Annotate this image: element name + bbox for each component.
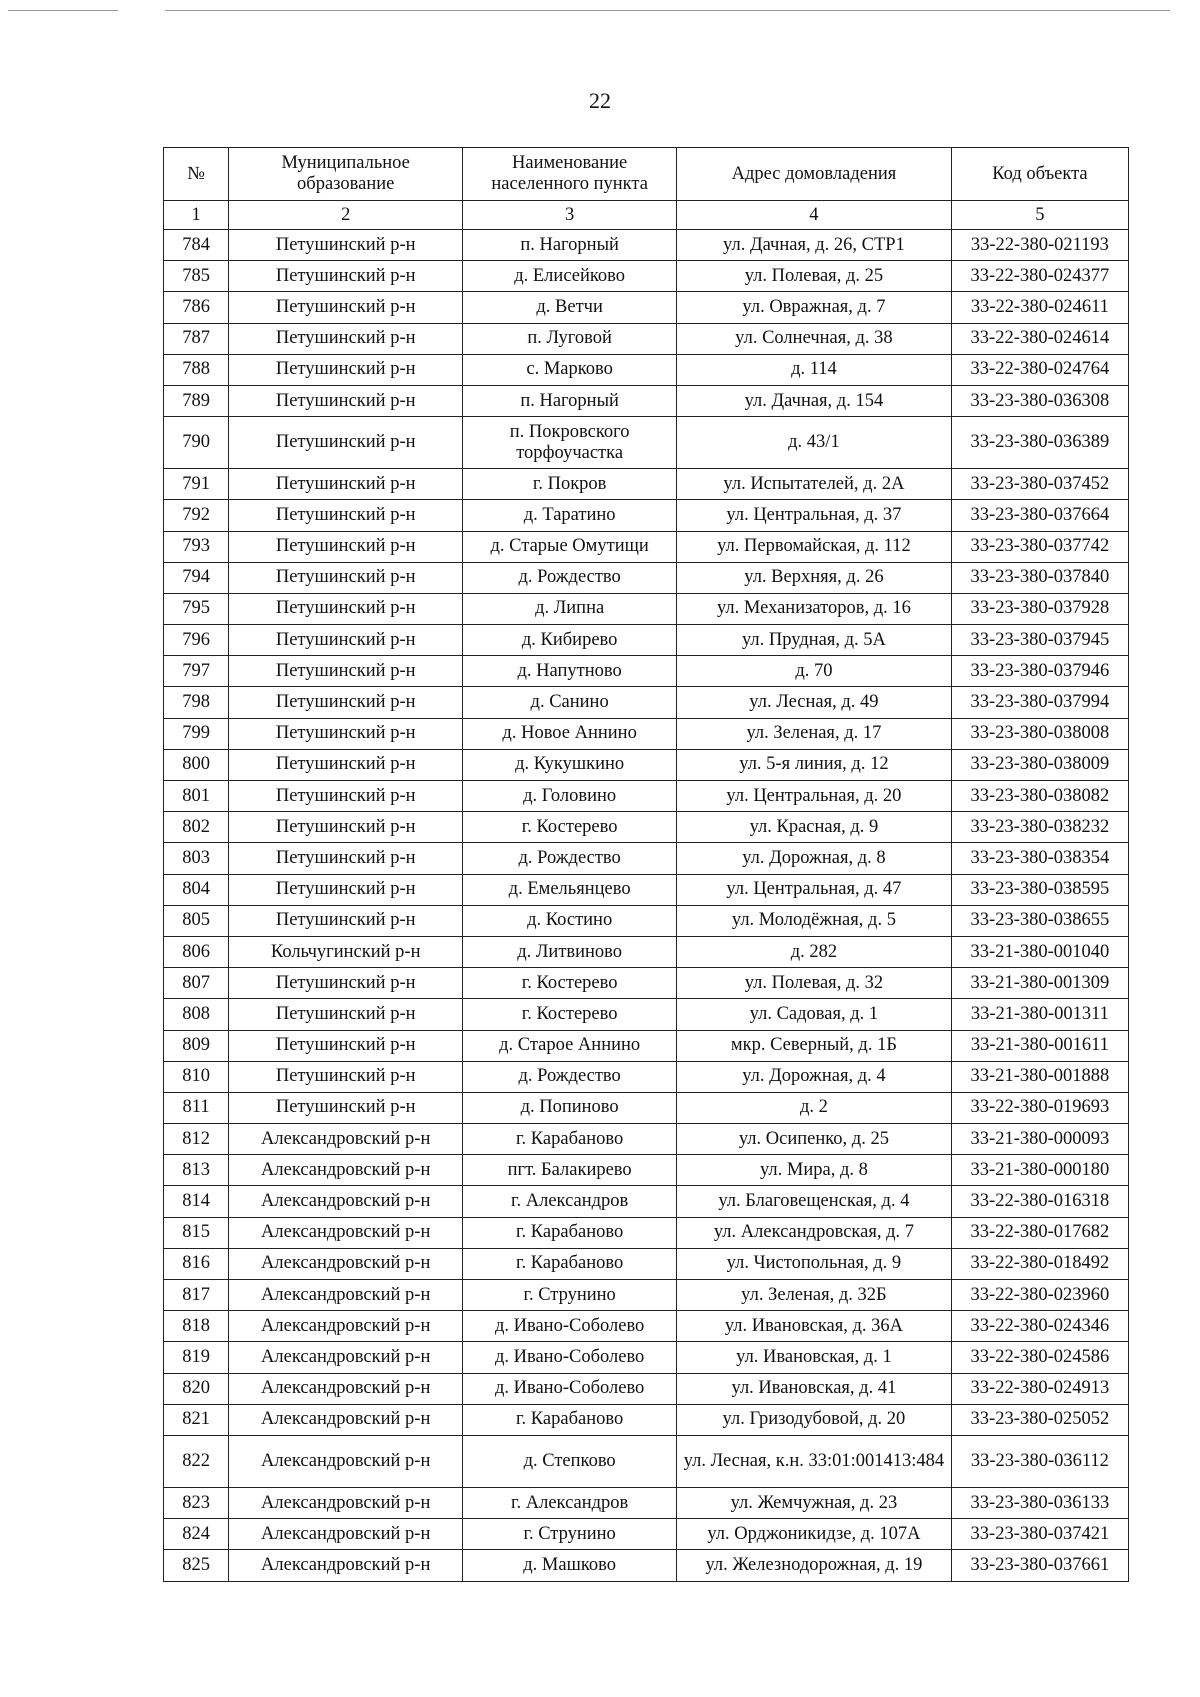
row-number-cell: 802 bbox=[164, 812, 229, 843]
object-code-cell: 33-21-380-000093 bbox=[951, 1124, 1128, 1155]
table-row bbox=[164, 1030, 1129, 1061]
address-cell: ул. Молодёжная, д. 5 bbox=[677, 905, 952, 936]
address-cell: д. 70 bbox=[677, 656, 952, 687]
header-row bbox=[164, 148, 1129, 201]
address-cell: ул. Железнодорожная, д. 19 bbox=[677, 1550, 952, 1581]
table-row bbox=[164, 749, 1129, 780]
column-number-cell: 5 bbox=[951, 201, 1128, 230]
object-code-cell: 33-22-380-024764 bbox=[951, 354, 1128, 385]
row-number-cell: 787 bbox=[164, 323, 229, 354]
table-row bbox=[164, 687, 1129, 718]
settlement-cell: г. Александров bbox=[463, 1186, 677, 1217]
row-number-cell: 796 bbox=[164, 625, 229, 656]
address-cell: ул. Благовещенская, д. 4 bbox=[677, 1186, 952, 1217]
table-row bbox=[164, 999, 1129, 1030]
object-code-cell: 33-21-380-001888 bbox=[951, 1061, 1128, 1092]
row-number-cell: 804 bbox=[164, 874, 229, 905]
table-body bbox=[164, 230, 1129, 1582]
object-code-cell: 33-22-380-024913 bbox=[951, 1373, 1128, 1404]
settlement-cell: г. Карабаново bbox=[463, 1217, 677, 1248]
row-number-cell: 786 bbox=[164, 292, 229, 323]
municipality-cell: Петушинский р-н bbox=[229, 354, 463, 385]
address-cell: ул. Полевая, д. 32 bbox=[677, 968, 952, 999]
object-code-cell: 33-23-380-038009 bbox=[951, 749, 1128, 780]
municipality-cell: Петушинский р-н bbox=[229, 999, 463, 1030]
table-row bbox=[164, 261, 1129, 292]
table-row bbox=[164, 1124, 1129, 1155]
table-row bbox=[164, 593, 1129, 624]
municipality-cell: Александровский р-н bbox=[229, 1124, 463, 1155]
municipality-cell: Петушинский р-н bbox=[229, 500, 463, 531]
object-code-cell: 33-22-380-018492 bbox=[951, 1248, 1128, 1279]
table-row bbox=[164, 905, 1129, 936]
object-code-cell: 33-23-380-038595 bbox=[951, 874, 1128, 905]
table-row bbox=[164, 1487, 1129, 1518]
row-number-cell: 815 bbox=[164, 1217, 229, 1248]
settlement-cell: г. Карабаново bbox=[463, 1404, 677, 1435]
table-row bbox=[164, 625, 1129, 656]
settlement-cell: д. Емельянцево bbox=[463, 874, 677, 905]
address-cell: ул. Садовая, д. 1 bbox=[677, 999, 952, 1030]
object-code-cell: 33-23-380-038082 bbox=[951, 781, 1128, 812]
settlement-cell: д. Старое Аннино bbox=[463, 1030, 677, 1061]
row-number-cell: 798 bbox=[164, 687, 229, 718]
row-number-cell: 785 bbox=[164, 261, 229, 292]
settlement-cell: г. Струнино bbox=[463, 1519, 677, 1550]
header-cell: № bbox=[164, 148, 229, 201]
municipality-cell: Петушинский р-н bbox=[229, 469, 463, 500]
row-number-cell: 805 bbox=[164, 905, 229, 936]
object-code-cell: 33-23-380-037928 bbox=[951, 593, 1128, 624]
object-code-cell: 33-22-380-016318 bbox=[951, 1186, 1128, 1217]
object-code-cell: 33-22-380-024346 bbox=[951, 1311, 1128, 1342]
table-row bbox=[164, 323, 1129, 354]
object-code-cell: 33-21-380-001309 bbox=[951, 968, 1128, 999]
row-number-cell: 817 bbox=[164, 1280, 229, 1311]
object-code-cell: 33-23-380-038354 bbox=[951, 843, 1128, 874]
row-number-cell: 794 bbox=[164, 562, 229, 593]
row-number-cell: 793 bbox=[164, 531, 229, 562]
row-number-cell: 801 bbox=[164, 781, 229, 812]
table-row bbox=[164, 968, 1129, 999]
top-border-line-right bbox=[165, 10, 1170, 11]
row-number-cell: 822 bbox=[164, 1435, 229, 1487]
municipality-cell: Петушинский р-н bbox=[229, 417, 463, 469]
table-row bbox=[164, 1280, 1129, 1311]
settlement-cell: д. Кибирево bbox=[463, 625, 677, 656]
municipality-cell: Петушинский р-н bbox=[229, 812, 463, 843]
row-number-cell: 819 bbox=[164, 1342, 229, 1373]
municipality-cell: Петушинский р-н bbox=[229, 874, 463, 905]
address-cell: ул. Ивановская, д. 41 bbox=[677, 1373, 952, 1404]
row-number-cell: 788 bbox=[164, 354, 229, 385]
settlement-cell: д. Новое Аннино bbox=[463, 718, 677, 749]
object-code-cell: 33-22-380-024614 bbox=[951, 323, 1128, 354]
row-number-cell: 808 bbox=[164, 999, 229, 1030]
address-cell: ул. Лесная, д. 49 bbox=[677, 687, 952, 718]
table-row bbox=[164, 531, 1129, 562]
settlement-cell: д. Попиново bbox=[463, 1092, 677, 1123]
row-number-cell: 809 bbox=[164, 1030, 229, 1061]
row-number-cell: 795 bbox=[164, 593, 229, 624]
row-number-cell: 784 bbox=[164, 230, 229, 261]
row-number-cell: 789 bbox=[164, 385, 229, 416]
settlement-cell: д. Напутново bbox=[463, 656, 677, 687]
address-cell: ул. 5-я линия, д. 12 bbox=[677, 749, 952, 780]
municipality-cell: Петушинский р-н bbox=[229, 656, 463, 687]
object-code-cell: 33-23-380-037742 bbox=[951, 531, 1128, 562]
object-code-cell: 33-22-380-019693 bbox=[951, 1092, 1128, 1123]
address-cell: д. 282 bbox=[677, 936, 952, 967]
address-cell: ул. Ивановская, д. 1 bbox=[677, 1342, 952, 1373]
address-cell: ул. Чистопольная, д. 9 bbox=[677, 1248, 952, 1279]
object-code-cell: 33-23-380-037421 bbox=[951, 1519, 1128, 1550]
table-row bbox=[164, 1061, 1129, 1092]
municipality-cell: Петушинский р-н bbox=[229, 687, 463, 718]
municipality-cell: Александровский р-н bbox=[229, 1519, 463, 1550]
municipality-cell: Петушинский р-н bbox=[229, 1030, 463, 1061]
municipality-cell: Кольчугинский р-н bbox=[229, 936, 463, 967]
row-number-cell: 824 bbox=[164, 1519, 229, 1550]
object-code-cell: 33-21-380-001040 bbox=[951, 936, 1128, 967]
column-number-cell: 2 bbox=[229, 201, 463, 230]
municipality-cell: Петушинский р-н bbox=[229, 905, 463, 936]
municipality-cell: Петушинский р-н bbox=[229, 781, 463, 812]
municipality-cell: Александровский р-н bbox=[229, 1373, 463, 1404]
table-row bbox=[164, 354, 1129, 385]
row-number-cell: 791 bbox=[164, 469, 229, 500]
address-cell: ул. Прудная, д. 5А bbox=[677, 625, 952, 656]
row-number-cell: 816 bbox=[164, 1248, 229, 1279]
address-cell: д. 43/1 bbox=[677, 417, 952, 469]
address-cell: ул. Центральная, д. 20 bbox=[677, 781, 952, 812]
object-code-cell: 33-21-380-000180 bbox=[951, 1155, 1128, 1186]
settlement-cell: д. Липна bbox=[463, 593, 677, 624]
address-cell: ул. Красная, д. 9 bbox=[677, 812, 952, 843]
address-cell: ул. Испытателей, д. 2А bbox=[677, 469, 952, 500]
table-row bbox=[164, 1342, 1129, 1373]
municipality-cell: Петушинский р-н bbox=[229, 625, 463, 656]
row-number-cell: 811 bbox=[164, 1092, 229, 1123]
settlement-cell: г. Костерево bbox=[463, 968, 677, 999]
object-code-cell: 33-23-380-037452 bbox=[951, 469, 1128, 500]
municipality-cell: Александровский р-н bbox=[229, 1186, 463, 1217]
object-code-cell: 33-22-380-017682 bbox=[951, 1217, 1128, 1248]
table-row bbox=[164, 843, 1129, 874]
address-cell: ул. Дачная, д. 154 bbox=[677, 385, 952, 416]
row-number-cell: 820 bbox=[164, 1373, 229, 1404]
settlement-cell: д. Старые Омутищи bbox=[463, 531, 677, 562]
object-code-cell: 33-23-380-037946 bbox=[951, 656, 1128, 687]
settlement-cell: д. Машково bbox=[463, 1550, 677, 1581]
settlement-cell: д. Рождество bbox=[463, 562, 677, 593]
settlement-cell: д. Ветчи bbox=[463, 292, 677, 323]
header-cell: Наименование населенного пункта bbox=[463, 148, 677, 201]
object-code-cell: 33-23-380-036389 bbox=[951, 417, 1128, 469]
table-row bbox=[164, 656, 1129, 687]
municipality-cell: Александровский р-н bbox=[229, 1217, 463, 1248]
table-row bbox=[164, 1092, 1129, 1123]
settlement-cell: г. Костерево bbox=[463, 999, 677, 1030]
address-cell: ул. Дорожная, д. 8 bbox=[677, 843, 952, 874]
settlement-cell: п. Нагорный bbox=[463, 385, 677, 416]
object-code-cell: 33-23-380-037840 bbox=[951, 562, 1128, 593]
row-number-cell: 807 bbox=[164, 968, 229, 999]
address-cell: ул. Верхняя, д. 26 bbox=[677, 562, 952, 593]
object-code-cell: 33-22-380-021193 bbox=[951, 230, 1128, 261]
address-cell: ул. Центральная, д. 37 bbox=[677, 500, 952, 531]
row-number-cell: 813 bbox=[164, 1155, 229, 1186]
row-number-cell: 814 bbox=[164, 1186, 229, 1217]
column-number-cell: 4 bbox=[677, 201, 952, 230]
settlement-cell: с. Марково bbox=[463, 354, 677, 385]
address-cell: д. 2 bbox=[677, 1092, 952, 1123]
municipality-cell: Александровский р-н bbox=[229, 1155, 463, 1186]
row-number-cell: 790 bbox=[164, 417, 229, 469]
table-row bbox=[164, 781, 1129, 812]
table-row bbox=[164, 417, 1129, 469]
settlement-cell: г. Карабаново bbox=[463, 1124, 677, 1155]
header-cell: Муниципальное образование bbox=[229, 148, 463, 201]
row-number-cell: 825 bbox=[164, 1550, 229, 1581]
settlement-cell: д. Костино bbox=[463, 905, 677, 936]
header-cell: Код объекта bbox=[951, 148, 1128, 201]
table-row bbox=[164, 230, 1129, 261]
address-cell: ул. Дорожная, д. 4 bbox=[677, 1061, 952, 1092]
table-row bbox=[164, 1311, 1129, 1342]
municipality-cell: Петушинский р-н bbox=[229, 562, 463, 593]
address-cell: ул. Овражная, д. 7 bbox=[677, 292, 952, 323]
settlement-cell: д. Кукушкино bbox=[463, 749, 677, 780]
settlement-cell: п. Нагорный bbox=[463, 230, 677, 261]
address-cell: ул. Механизаторов, д. 16 bbox=[677, 593, 952, 624]
settlement-cell: д. Головино bbox=[463, 781, 677, 812]
settlement-cell: д. Ивано-Соболево bbox=[463, 1373, 677, 1404]
address-cell: ул. Лесная, к.н. 33:01:001413:484 bbox=[677, 1435, 952, 1487]
top-border-line-left bbox=[8, 10, 118, 11]
address-cell: ул. Осипенко, д. 25 bbox=[677, 1124, 952, 1155]
object-code-cell: 33-23-380-038008 bbox=[951, 718, 1128, 749]
row-number-cell: 799 bbox=[164, 718, 229, 749]
row-number-cell: 800 bbox=[164, 749, 229, 780]
row-number-cell: 797 bbox=[164, 656, 229, 687]
row-number-cell: 803 bbox=[164, 843, 229, 874]
municipality-cell: Петушинский р-н bbox=[229, 718, 463, 749]
address-cell: ул. Ивановская, д. 36А bbox=[677, 1311, 952, 1342]
object-code-cell: 33-23-380-037664 bbox=[951, 500, 1128, 531]
municipality-cell: Александровский р-н bbox=[229, 1311, 463, 1342]
municipality-cell: Александровский р-н bbox=[229, 1404, 463, 1435]
page-number: 22 bbox=[589, 88, 611, 113]
settlement-cell: д. Рождество bbox=[463, 1061, 677, 1092]
object-code-cell: 33-23-380-038655 bbox=[951, 905, 1128, 936]
address-cell: ул. Зеленая, д. 32Б bbox=[677, 1280, 952, 1311]
row-number-cell: 818 bbox=[164, 1311, 229, 1342]
row-number-cell: 810 bbox=[164, 1061, 229, 1092]
settlement-cell: д. Елисейково bbox=[463, 261, 677, 292]
registry-table bbox=[163, 147, 1129, 1582]
row-number-cell: 806 bbox=[164, 936, 229, 967]
row-number-cell: 792 bbox=[164, 500, 229, 531]
object-code-cell: 33-23-380-025052 bbox=[951, 1404, 1128, 1435]
settlement-cell: г. Струнино bbox=[463, 1280, 677, 1311]
table-row bbox=[164, 874, 1129, 905]
settlement-cell: г. Карабаново bbox=[463, 1248, 677, 1279]
object-code-cell: 33-23-380-036133 bbox=[951, 1487, 1128, 1518]
address-cell: ул. Зеленая, д. 17 bbox=[677, 718, 952, 749]
settlement-cell: п. Луговой bbox=[463, 323, 677, 354]
settlement-cell: пгт. Балакирево bbox=[463, 1155, 677, 1186]
address-cell: ул. Первомайская, д. 112 bbox=[677, 531, 952, 562]
object-code-cell: 33-22-380-024586 bbox=[951, 1342, 1128, 1373]
municipality-cell: Петушинский р-н bbox=[229, 1061, 463, 1092]
settlement-cell: г. Костерево bbox=[463, 812, 677, 843]
address-cell: мкр. Северный, д. 1Б bbox=[677, 1030, 952, 1061]
object-code-cell: 33-23-380-038232 bbox=[951, 812, 1128, 843]
row-number-cell: 812 bbox=[164, 1124, 229, 1155]
table-row bbox=[164, 1404, 1129, 1435]
object-code-cell: 33-22-380-024611 bbox=[951, 292, 1128, 323]
object-code-cell: 33-23-380-037945 bbox=[951, 625, 1128, 656]
municipality-cell: Александровский р-н bbox=[229, 1280, 463, 1311]
column-number-row bbox=[164, 201, 1129, 230]
row-number-cell: 823 bbox=[164, 1487, 229, 1518]
municipality-cell: Петушинский р-н bbox=[229, 292, 463, 323]
table-row bbox=[164, 936, 1129, 967]
table-row bbox=[164, 1550, 1129, 1581]
settlement-cell: д. Рождество bbox=[463, 843, 677, 874]
table-row bbox=[164, 385, 1129, 416]
municipality-cell: Александровский р-н bbox=[229, 1435, 463, 1487]
table-row bbox=[164, 1155, 1129, 1186]
address-cell: ул. Гризодубовой, д. 20 bbox=[677, 1404, 952, 1435]
municipality-cell: Александровский р-н bbox=[229, 1342, 463, 1373]
table-row bbox=[164, 469, 1129, 500]
object-code-cell: 33-23-380-037994 bbox=[951, 687, 1128, 718]
settlement-cell: д. Степково bbox=[463, 1435, 677, 1487]
table-row bbox=[164, 1217, 1129, 1248]
table-row bbox=[164, 1373, 1129, 1404]
settlement-cell: д. Таратино bbox=[463, 500, 677, 531]
object-code-cell: 33-22-380-024377 bbox=[951, 261, 1128, 292]
settlement-cell: г. Александров bbox=[463, 1487, 677, 1518]
header-cell: Адрес домовладения bbox=[677, 148, 952, 201]
municipality-cell: Александровский р-н bbox=[229, 1550, 463, 1581]
table-row bbox=[164, 562, 1129, 593]
table-row bbox=[164, 1519, 1129, 1550]
settlement-cell: д. Ивано-Соболево bbox=[463, 1311, 677, 1342]
municipality-cell: Петушинский р-н bbox=[229, 749, 463, 780]
table-row bbox=[164, 1435, 1129, 1487]
table-row bbox=[164, 812, 1129, 843]
object-code-cell: 33-21-380-001311 bbox=[951, 999, 1128, 1030]
address-cell: ул. Центральная, д. 47 bbox=[677, 874, 952, 905]
address-cell: ул. Орджоникидзе, д. 107А bbox=[677, 1519, 952, 1550]
municipality-cell: Петушинский р-н bbox=[229, 968, 463, 999]
municipality-cell: Петушинский р-н bbox=[229, 843, 463, 874]
municipality-cell: Александровский р-н bbox=[229, 1487, 463, 1518]
table-row bbox=[164, 1186, 1129, 1217]
address-cell: ул. Жемчужная, д. 23 bbox=[677, 1487, 952, 1518]
object-code-cell: 33-21-380-001611 bbox=[951, 1030, 1128, 1061]
table-row bbox=[164, 500, 1129, 531]
settlement-cell: д. Ивано-Соболево bbox=[463, 1342, 677, 1373]
address-cell: д. 114 bbox=[677, 354, 952, 385]
object-code-cell: 33-23-380-036112 bbox=[951, 1435, 1128, 1487]
column-number-cell: 1 bbox=[164, 201, 229, 230]
settlement-cell: п. Покровского торфоучастка bbox=[463, 417, 677, 469]
settlement-cell: д. Санино bbox=[463, 687, 677, 718]
address-cell: ул. Дачная, д. 26, СТР1 bbox=[677, 230, 952, 261]
municipality-cell: Петушинский р-н bbox=[229, 593, 463, 624]
municipality-cell: Александровский р-н bbox=[229, 1248, 463, 1279]
object-code-cell: 33-23-380-037661 bbox=[951, 1550, 1128, 1581]
row-number-cell: 821 bbox=[164, 1404, 229, 1435]
municipality-cell: Петушинский р-н bbox=[229, 230, 463, 261]
municipality-cell: Петушинский р-н bbox=[229, 323, 463, 354]
table-row bbox=[164, 292, 1129, 323]
address-cell: ул. Солнечная, д. 38 bbox=[677, 323, 952, 354]
object-code-cell: 33-23-380-036308 bbox=[951, 385, 1128, 416]
address-cell: ул. Полевая, д. 25 bbox=[677, 261, 952, 292]
municipality-cell: Петушинский р-н bbox=[229, 385, 463, 416]
address-cell: ул. Александровская, д. 7 bbox=[677, 1217, 952, 1248]
column-number-cell: 3 bbox=[463, 201, 677, 230]
municipality-cell: Петушинский р-н bbox=[229, 261, 463, 292]
address-cell: ул. Мира, д. 8 bbox=[677, 1155, 952, 1186]
table-row bbox=[164, 1248, 1129, 1279]
municipality-cell: Петушинский р-н bbox=[229, 531, 463, 562]
settlement-cell: д. Литвиново bbox=[463, 936, 677, 967]
settlement-cell: г. Покров bbox=[463, 469, 677, 500]
object-code-cell: 33-22-380-023960 bbox=[951, 1280, 1128, 1311]
municipality-cell: Петушинский р-н bbox=[229, 1092, 463, 1123]
table-row bbox=[164, 718, 1129, 749]
